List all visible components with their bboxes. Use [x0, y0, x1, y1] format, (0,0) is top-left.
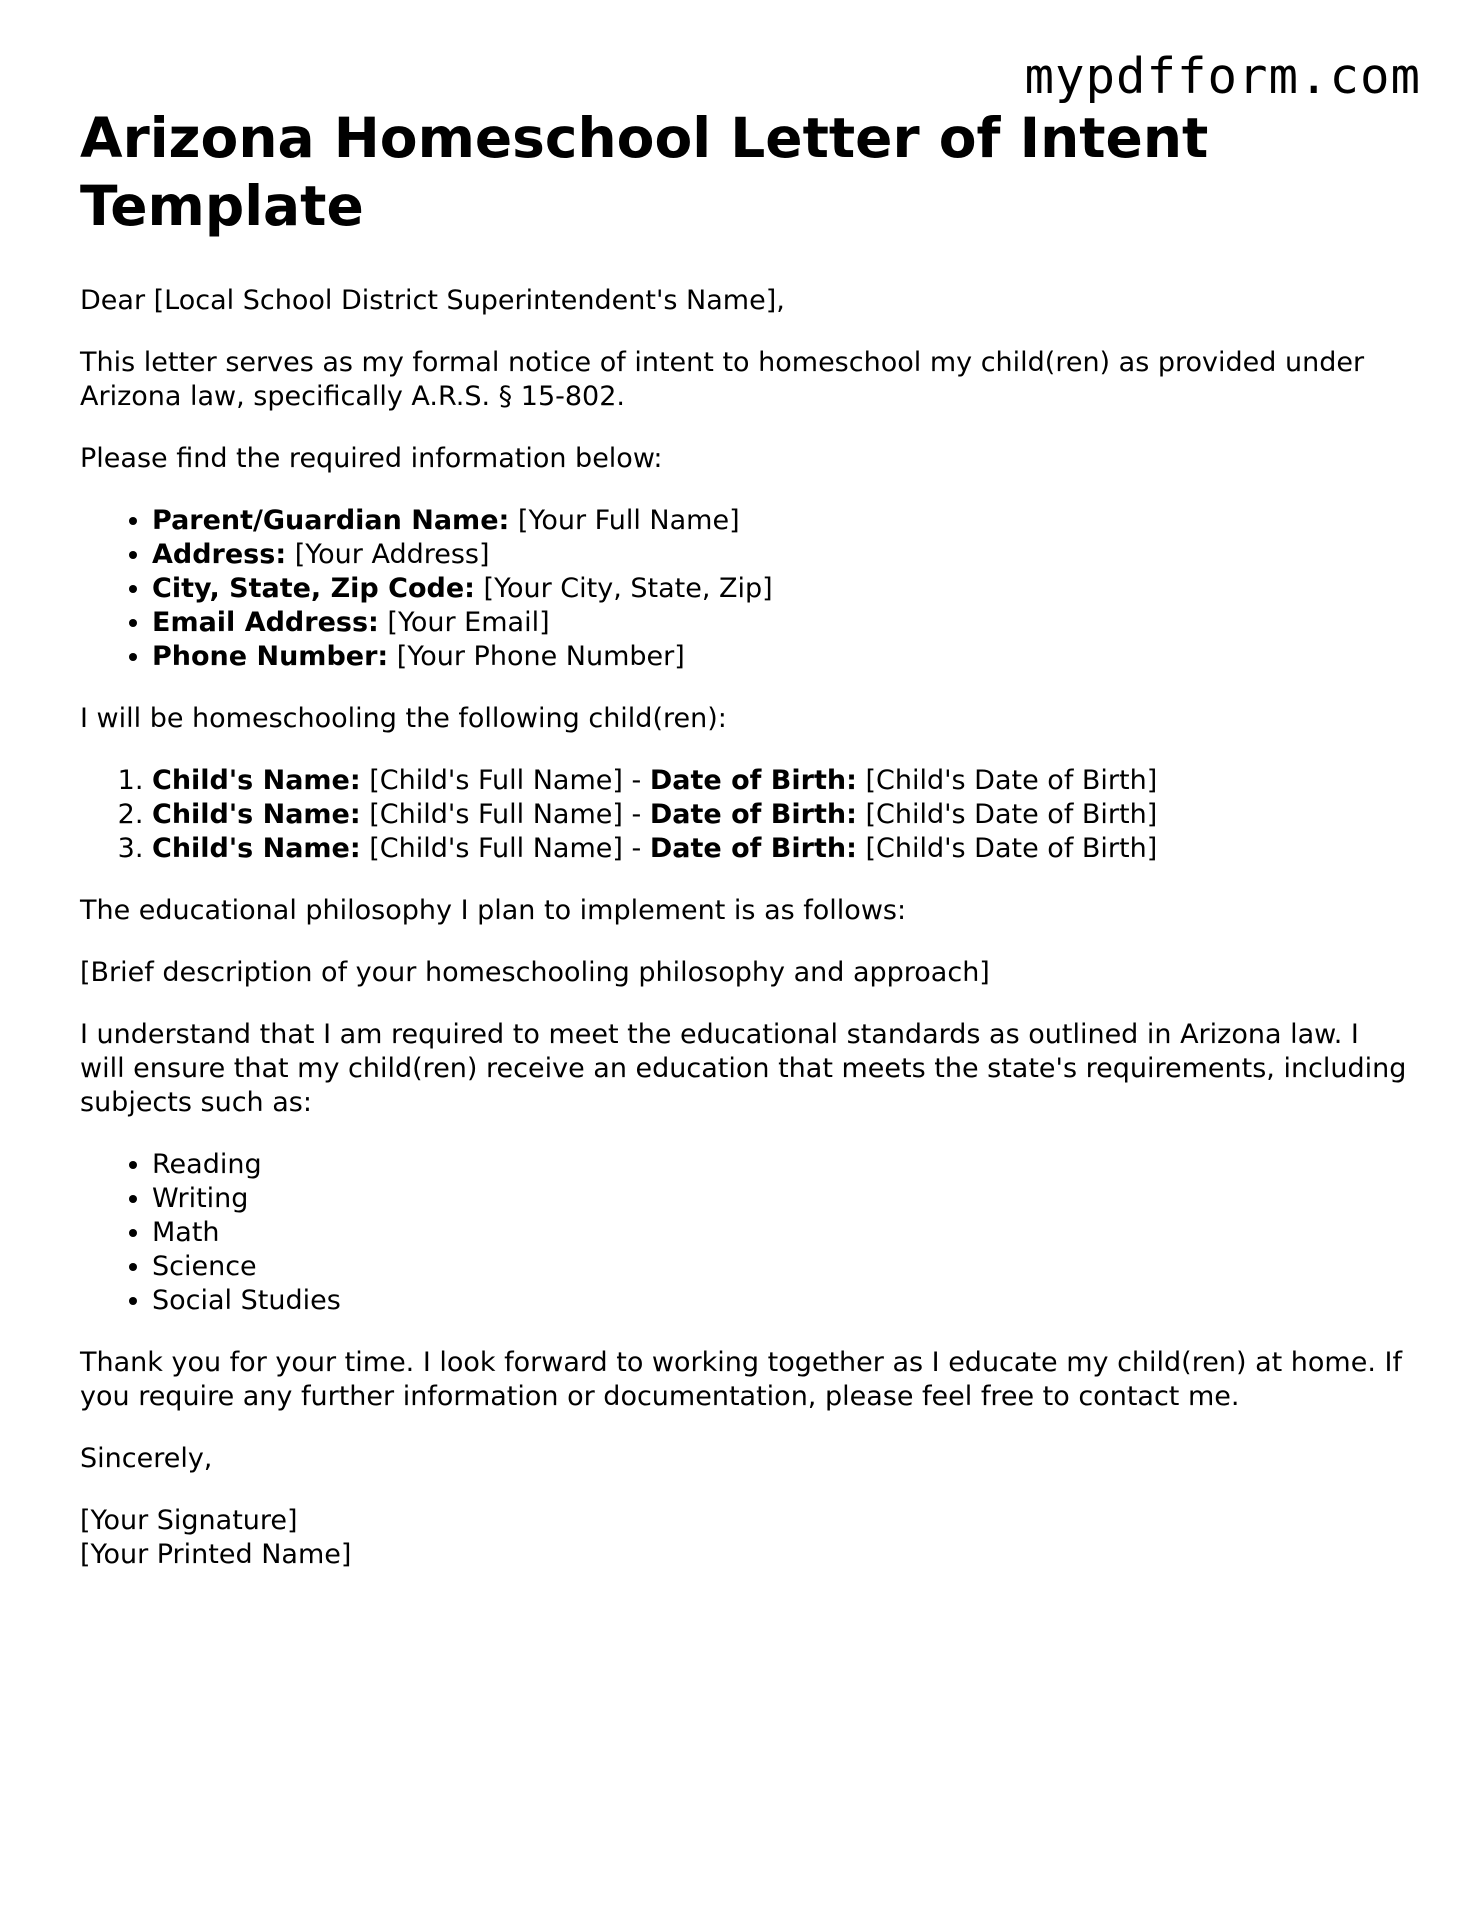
list-item — [152, 538, 1410, 572]
child-name-label: Child's Name: — [152, 833, 361, 864]
list-item: • Writing — [152, 1182, 1410, 1216]
field-value: [Your Full Name] — [517, 505, 740, 536]
children-heading: I will be homeschooling the following child(ren): — [80, 703, 727, 734]
field-label: Parent/Guardian Name: — [152, 505, 510, 536]
dob-value: [Child's Date of Birth] — [865, 833, 1158, 864]
signature-placeholder: [Your Signature] — [80, 1505, 298, 1536]
watermark: mypdfform.com — [1024, 48, 1421, 105]
list-item — [152, 798, 1410, 832]
printed-name-placeholder: [Your Printed Name] — [80, 1539, 352, 1570]
children-list — [80, 764, 1410, 866]
list-item: • Reading — [152, 1148, 1410, 1182]
separator: - — [622, 765, 650, 796]
field-label: City, State, Zip Code: — [152, 573, 475, 604]
separator: - — [622, 833, 650, 864]
child-name-label: Child's Name: — [152, 765, 361, 796]
dob-label: Date of Birth: — [649, 833, 857, 864]
child-name-label: Child's Name: — [152, 799, 361, 830]
field-value: [Your City, State, Zip] — [483, 573, 773, 604]
parent-info-list — [80, 504, 1410, 674]
child-name-value: [Child's Full Name] — [369, 765, 623, 796]
separator: - — [622, 799, 650, 830]
field-label: Phone Number: — [152, 641, 389, 672]
field-value: [Your Email] — [387, 607, 550, 638]
closing: Sincerely, — [80, 1443, 213, 1474]
info-heading: Please find the required information below: — [80, 443, 663, 474]
salutation: Dear [Local School District Superintendent's Name], — [80, 285, 785, 316]
list-item — [152, 832, 1410, 866]
field-value: [Your Address] — [294, 539, 490, 570]
list-item: • Science — [152, 1250, 1410, 1284]
list-item — [152, 640, 1410, 674]
dob-label: Date of Birth: — [649, 765, 857, 796]
signature-block — [80, 1504, 1410, 1572]
field-label: Email Address: — [152, 607, 379, 638]
subjects-list — [80, 1148, 1410, 1318]
dob-value: [Child's Date of Birth] — [865, 765, 1158, 796]
list-item — [152, 606, 1410, 640]
philosophy-placeholder: [Brief description of your homeschooling philosophy and approach] — [80, 957, 990, 988]
list-item — [152, 572, 1410, 606]
child-name-value: [Child's Full Name] — [369, 833, 623, 864]
closing-paragraph: Thank you for your time. I look forward to working together as I educate my child(ren) at home. If you require any further information or documentation, please feel free to contact me. — [80, 1347, 1402, 1412]
field-label: Address: — [152, 539, 287, 570]
dob-label: Date of Birth: — [649, 799, 857, 830]
list-item — [152, 504, 1410, 538]
standards-paragraph: I understand that I am required to meet the educational standards as outlined in Arizona law. I will ensure that my child(ren) receive an education that meets the state's requirements, including subjects such as: — [80, 1019, 1407, 1118]
dob-value: [Child's Date of Birth] — [865, 799, 1158, 830]
list-item: • Social Studies — [152, 1284, 1410, 1318]
list-item — [152, 764, 1410, 798]
philosophy-heading: The educational philosophy I plan to implement is as follows: — [80, 895, 907, 926]
child-name-value: [Child's Full Name] — [369, 799, 623, 830]
document-title: Arizona Homeschool Letter of Intent Template — [80, 106, 1209, 238]
letter-page — [80, 104, 1410, 1572]
intro-paragraph: This letter serves as my formal notice of intent to homeschool my child(ren) as provided under Arizona law, specifically A.R.S. § 15-802. — [80, 347, 1365, 412]
list-item: • Math — [152, 1216, 1410, 1250]
field-value: [Your Phone Number] — [396, 641, 685, 672]
